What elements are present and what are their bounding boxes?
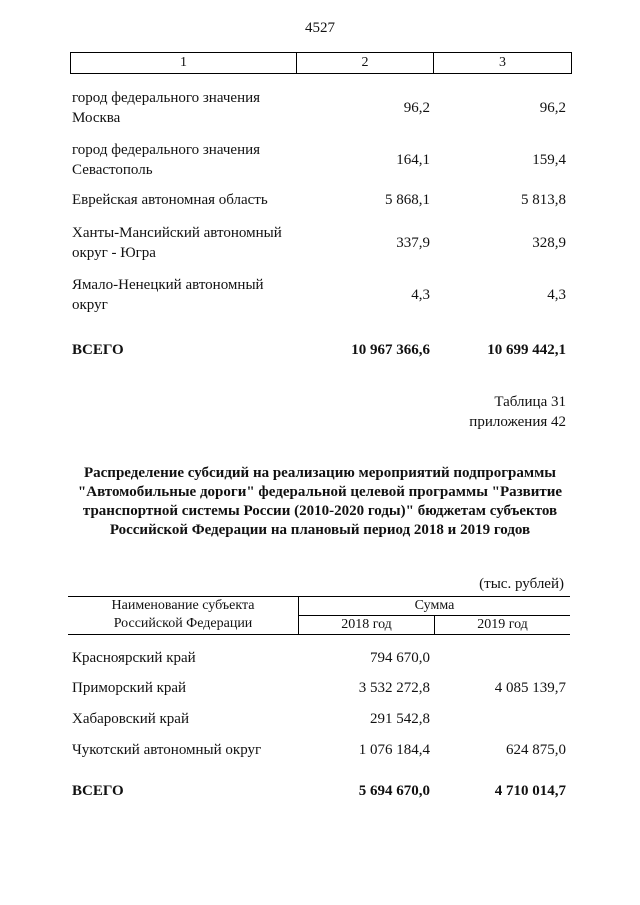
heading-line: Распределение субсидий на реализацию мероприятий подпрограммы	[83, 465, 557, 481]
value-col3: 96,2	[539, 100, 566, 116]
region-name	[72, 140, 302, 180]
total-col2: 10 967 366,6	[351, 342, 430, 358]
value-2018: 291 542,8	[370, 711, 430, 727]
value-2018: 1 076 184,4	[358, 742, 430, 758]
units-label: (тыс. рублей)	[479, 576, 564, 592]
region-name	[72, 190, 302, 210]
heading-line: Российской Федерации на плановый период 2018 и 2019 годов	[109, 522, 531, 538]
total-2018: 5 694 670,0	[358, 783, 430, 799]
table1-header-col3: 3	[499, 55, 506, 70]
total-2019: 4 710 014,7	[494, 783, 566, 799]
value-col3: 4,3	[547, 287, 566, 303]
region-name	[72, 275, 302, 315]
region-name: Хабаровский край	[72, 711, 189, 727]
value-2018: 3 532 272,8	[358, 680, 430, 696]
region-name: Красноярский край	[72, 650, 196, 666]
region-name: Чукотский автономный округ	[72, 742, 262, 758]
total-col3: 10 699 442,1	[487, 342, 566, 358]
region-name-line: Ханты-Мансийский автономный	[72, 225, 282, 241]
region-name-line: округ - Югра	[72, 245, 156, 261]
region-name	[72, 88, 302, 128]
region-name	[72, 223, 302, 263]
value-col3: 328,9	[532, 235, 566, 251]
region-name-line: город федерального значения	[72, 90, 261, 106]
value-col2: 5 868,1	[385, 192, 430, 208]
table1-header	[70, 52, 572, 74]
table-number: Таблица 31	[494, 394, 566, 410]
page-number: 4527	[305, 20, 335, 36]
value-col2: 96,2	[403, 100, 430, 116]
heading-line: "Автомобильные дороги" федеральной целевой программы "Развитие	[77, 484, 563, 500]
region-name-line: Еврейская автономная область	[72, 192, 268, 208]
heading-line: транспортной системы России (2010-2020 годы)" бюджетам субъектов	[82, 503, 558, 519]
region-name: Приморский край	[72, 680, 187, 696]
table1-header-col1: 1	[71, 53, 297, 73]
region-name-line: Ямало-Ненецкий автономный	[72, 277, 264, 293]
header-year-2018: 2018 год	[341, 617, 392, 632]
header-region-label	[68, 597, 298, 633]
value-col3: 159,4	[532, 152, 566, 168]
region-name-line: округ	[72, 297, 108, 313]
table1-header-col2: 2	[297, 53, 434, 73]
value-col2: 164,1	[396, 152, 430, 168]
table-heading	[60, 464, 580, 540]
value-col3: 5 813,8	[521, 192, 566, 208]
header-sum: Сумма	[299, 597, 570, 616]
value-2019: 4 085 139,7	[494, 680, 566, 696]
region-name-line: Севастополь	[72, 162, 153, 178]
header-year-2019: 2019 год	[477, 617, 528, 632]
header-line: Наименование субъекта	[111, 598, 255, 613]
value-2018: 794 670,0	[370, 650, 430, 666]
value-col2: 337,9	[396, 235, 430, 251]
region-name-line: город федерального значения	[72, 142, 261, 158]
total-label: ВСЕГО	[72, 342, 124, 358]
table-caption	[469, 392, 566, 432]
value-col2: 4,3	[411, 287, 430, 303]
header-line: Российской Федерации	[113, 616, 253, 631]
region-name-line: Москва	[72, 110, 121, 126]
value-2019: 624 875,0	[506, 742, 566, 758]
table2-header	[68, 596, 570, 635]
total-label: ВСЕГО	[72, 783, 124, 799]
appendix-number: приложения 42	[469, 414, 566, 430]
